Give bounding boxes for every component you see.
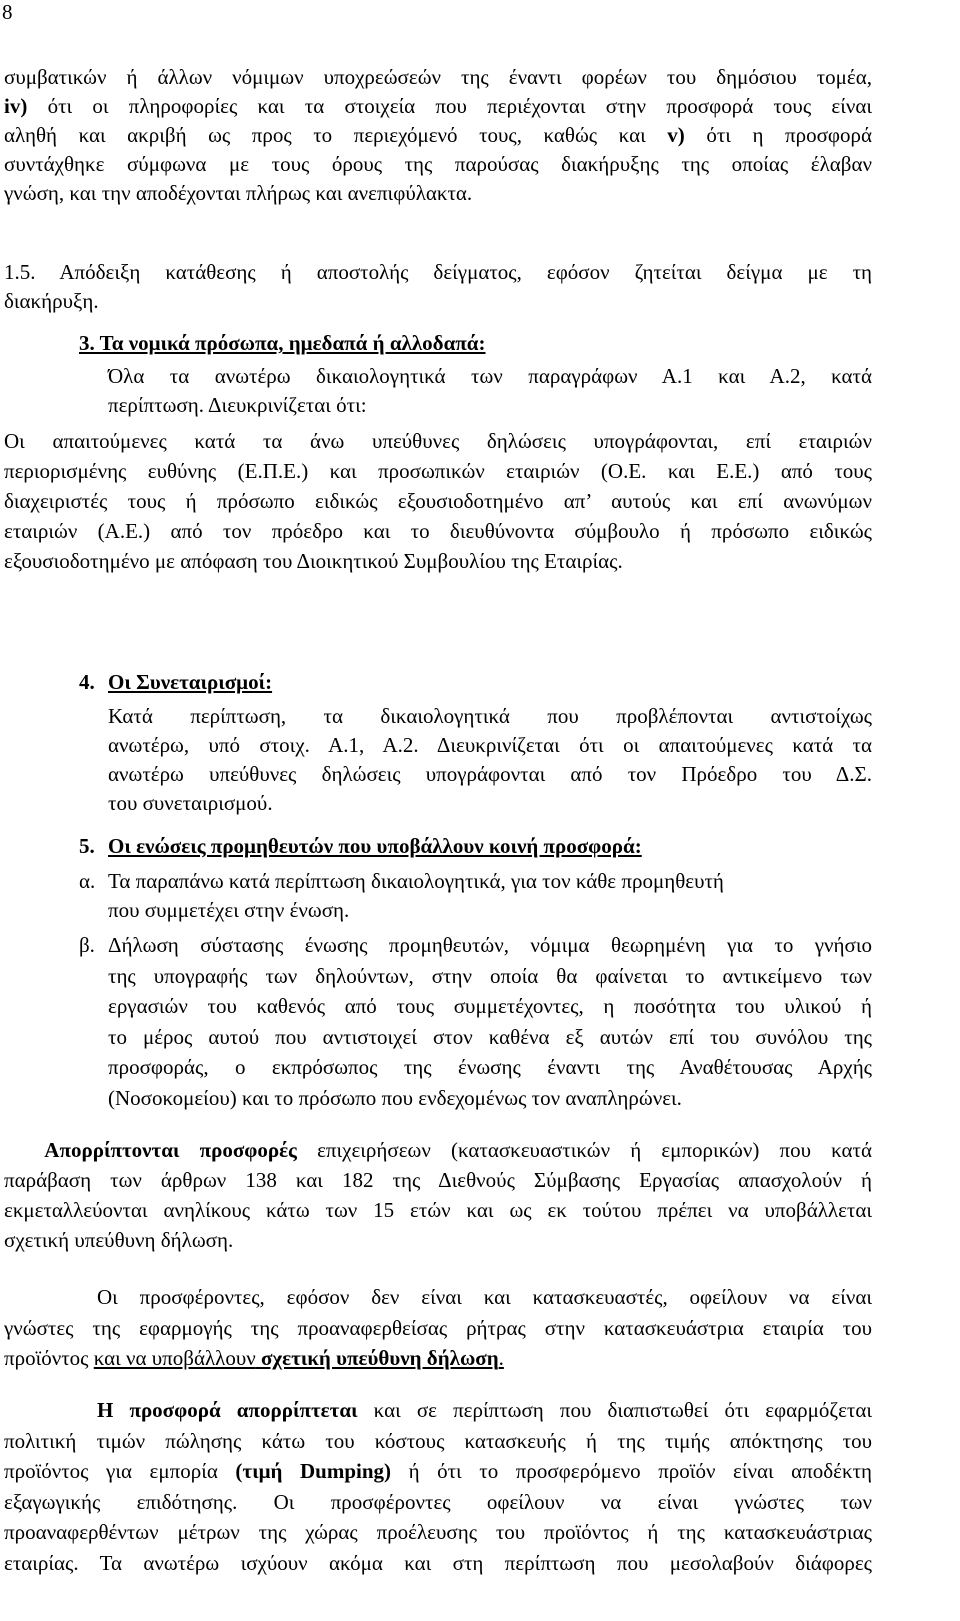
text-span: ή ότι το προσφερόμενο προϊόν είναι αποδέκτη [391, 1459, 872, 1483]
text-line: 1.5. Απόδειξη κατάθεσης ή αποστολής δείγματος, εφόσον ζητείται δείγμα με τη [4, 260, 872, 284]
text-line: περίπτωση. Διευκρινίζεται ότι: [108, 393, 367, 417]
text-span: επιχειρήσεων (κατασκευαστικών ή εμπορικών) που κατά [296, 1138, 872, 1162]
section-3-intro [108, 362, 872, 420]
text-line: ανωτέρω υπεύθυνες δηλώσεις υπογράφονται από τον Πρόεδρο του Δ.Σ. [108, 762, 872, 786]
text-line [4, 121, 872, 150]
text-line: παράβαση των άρθρων 138 και 182 της Διεθνούς Σύμβασης Εργασίας απασχολούν ή [4, 1168, 872, 1192]
section-5-item-a [79, 867, 872, 925]
paragraph-dumping [4, 1395, 872, 1578]
text-line: γνώση, και την αποδέχονται πλήρως και ανεπιφύλακτα. [4, 181, 473, 205]
text-span: ότι οι πληροφορίες και τα στοιχεία που περιέχονται στην προσφορά τους είναι [27, 94, 872, 118]
text-line [4, 1343, 872, 1374]
text-line: εξαγωγικής επιδότησης. Οι προσφέροντες οφείλουν να είναι γνώστες των [4, 1489, 872, 1514]
text-span: ότι η προσφορά [684, 123, 873, 147]
paragraph-bold-lead: Απορρίπτονται προσφορές [44, 1138, 297, 1162]
text-span: και σε περίπτωση που διαπιστωθεί ότι εφαρμόζεται [357, 1398, 872, 1422]
text-line: του συνεταιρισμού. [108, 791, 273, 815]
text-line: Κατά περίπτωση, τα δικαιολογητικά που προβλέπονται αντιστοίχως [108, 704, 872, 728]
text-line [4, 1395, 872, 1426]
section-5-item-b [79, 930, 872, 1113]
text-line: της υπογραφής των δηλούντων, στην οποία θα φαίνεται το αντικείμενο των [108, 963, 872, 988]
text-line: Οι απαιτούμενες κατά τα άνω υπεύθυνες δηλώσεις υπογράφονται, επί εταιριών [4, 429, 872, 453]
text-line [4, 92, 872, 121]
text-line: (Νοσοκομείου) και το πρόσωπο που ενδεχομένως τον αναπληρώνει. [108, 1085, 682, 1110]
text-line: ανωτέρω, υπό στοιχ. Α.1, Α.2. Διευκρινίζεται ότι οι απαιτούμενες κατά τα [108, 733, 872, 757]
dumping-term: (τιμή Dumping) [235, 1459, 392, 1483]
paragraph-bidders [4, 1282, 872, 1374]
text-line: προαναφερθέντων μέτρων της χώρας προέλευσης του προϊόντος ή της κατασκευάστριας [4, 1520, 872, 1544]
text-line: Τα παραπάνω κατά περίπτωση δικαιολογητικά, για τον κάθε προμηθευτή [108, 869, 724, 893]
text-span: αληθή και ακριβή ως προς το περιεχόμενό τους, καθώς και [4, 123, 668, 147]
item-v-label: v) [667, 123, 685, 147]
text-line: Όλα τα ανωτέρω δικαιολογητικά των παραγράφων Α.1 και Α.2, κατά [108, 364, 872, 388]
text-line [4, 1456, 872, 1487]
paragraph-bold-lead: Η προσφορά απορρίπτεται [97, 1398, 358, 1422]
text-line: Δήλωση σύστασης ένωσης προμηθευτών, νόμιμα θεωρημένη για το γνήσιο [108, 933, 872, 957]
text-line: προσφοράς, ο εκπρόσωπος της ένωσης έναντι της Αναθέτουσας Αρχής [108, 1055, 872, 1079]
section-4-heading: Οι Συνεταιρισμοί: [108, 670, 273, 694]
section-3-heading: 3. Τα νομικά πρόσωπα, ημεδαπά ή αλλοδαπά: [79, 331, 486, 355]
section-5-heading: Οι ενώσεις προμηθευτών που υποβάλλουν κοινή προσφορά: [108, 834, 642, 858]
paragraph-child-labour [4, 1135, 872, 1255]
text-line: εργασιών του καθενός από τους συμμετέχοντες, η ποσότητα του υλικού ή [108, 994, 872, 1018]
text-line: γνώστες της εφαρμογής της προαναφερθείσας ρήτρας στην κατασκευάστρια εταιρία του [4, 1315, 872, 1340]
item-a-marker: α. [79, 869, 96, 893]
underlined-text: . [498, 1346, 504, 1370]
text-line: εταιριών (Α.Ε.) από τον πρόεδρο και το διευθύνοντα σύμβουλο ή πρόσωπο ειδικώς [4, 519, 872, 543]
item-b-marker: β. [79, 933, 95, 957]
text-line: περιορισμένης ευθύνης (Ε.Π.Ε.) και προσωπικών εταιριών (Ο.Ε. και Ε.Ε.) από τους [4, 459, 872, 483]
section-5-number: 5. [79, 834, 95, 858]
underlined-bold-text: σχετική υπεύθυνη δήλωση [260, 1346, 499, 1370]
paragraph-declarations [4, 63, 872, 208]
text-line: συμβατικών ή άλλων νόμιμων υποχρεώσεών της έναντι φορέων του δημόσιου τομέα, [4, 65, 872, 89]
text-line: σχετική υπεύθυνη δήλωση. [4, 1228, 234, 1252]
section-3-body [4, 426, 872, 576]
text-line: που συμμετέχει στην ένωση. [108, 898, 350, 922]
text-line: πολιτική τιμών πώλησης κάτω του κόστους κατασκευής ή της τιμής απόκτησης του [4, 1428, 872, 1453]
page-number: 8 [2, 0, 13, 24]
text-line: διαχειριστές τους ή πρόσωπο ειδικώς εξουσιοδοτημένο απ’ αυτούς και επί ανωνύμων [4, 489, 872, 513]
text-line: εκμεταλλεύονται ανηλίκους κάτω των 15 ετών και ως εκ τούτου πρέπει να υποβάλλεται [4, 1198, 872, 1222]
section-4-number: 4. [79, 670, 95, 694]
paragraph-1-5 [4, 258, 872, 316]
underlined-text: και να υποβάλλουν [93, 1346, 256, 1370]
text-line: εξουσιοδοτημένο με απόφαση του Διοικητικού Συμβουλίου της Εταιρίας. [4, 549, 623, 573]
text-line: Οι προσφέροντες, εφόσον δεν είναι και κατασκευαστές, οφείλουν να είναι [97, 1285, 872, 1309]
text-line: διακήρυξη. [4, 289, 99, 313]
text-line: εταιρίας. Τα ανωτέρω ισχύουν ακόμα και στη περίπτωση που μεσολαβούν διάφορες [4, 1550, 872, 1575]
item-iv-label: iv) [4, 94, 28, 118]
text-line [4, 1135, 872, 1165]
text-span: προϊόντος [4, 1346, 94, 1370]
text-line: συντάχθηκε σύμφωνα με τους όρους της παρούσας διακήρυξης της οποίας έλαβαν [4, 152, 872, 176]
section-4-body [108, 702, 872, 818]
text-line: το μέρος αυτού που αντιστοιχεί στον καθένα εξ αυτών επί του συνόλου της [108, 1024, 872, 1049]
text-span: προϊόντος για εμπορία [4, 1459, 236, 1483]
